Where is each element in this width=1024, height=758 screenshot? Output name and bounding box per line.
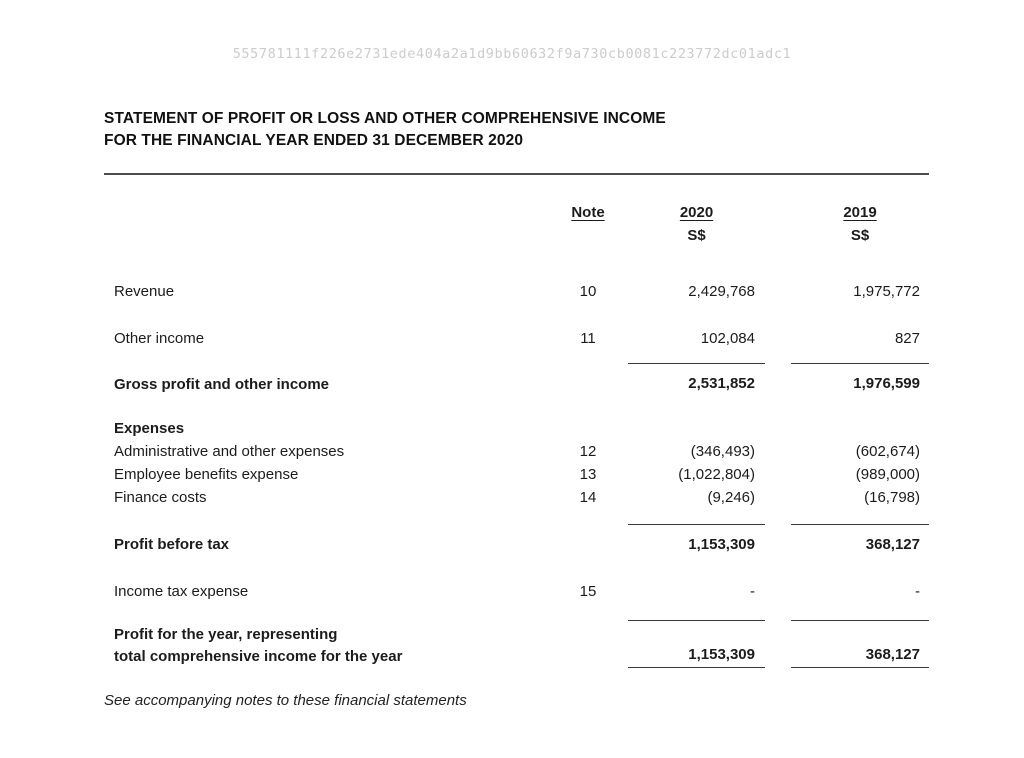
row-value-2019: 1,976,599 [791, 363, 929, 395]
row-value-2020: (1,022,804) [678, 465, 755, 483]
statement-title-line2: FOR THE FINANCIAL YEAR ENDED 31 DECEMBER 2020 [104, 132, 524, 149]
table-row-income-tax [104, 580, 929, 603]
row-value-2019: 368,127 [865, 646, 920, 663]
row-note: 13 [579, 465, 597, 483]
row-label: Profit before tax [114, 536, 230, 553]
row-label: Income tax expense [114, 583, 249, 600]
table-row-other-income [104, 327, 929, 350]
table-currency-row [104, 224, 929, 247]
table-row-gross-profit [104, 363, 929, 396]
row-value-2019: (602,674) [855, 442, 920, 460]
row-value-2019: 368,127 [791, 524, 929, 556]
table-row-employee-benefits [104, 463, 929, 486]
table-row-profit-before-tax [104, 524, 929, 557]
row-note [553, 524, 623, 534]
row-label: Employee benefits expense [114, 465, 299, 483]
row-note: 10 [579, 283, 597, 300]
row-label: Gross profit and other income [114, 375, 330, 393]
row-value-2019: 827 [894, 330, 920, 347]
header-rule [104, 173, 929, 175]
row-value-2020: 2,531,852 [628, 363, 765, 395]
row-note: 12 [579, 442, 597, 460]
row-label: Administrative and other expenses [114, 442, 345, 460]
row-label: Finance costs [114, 488, 207, 506]
row-note: 15 [579, 583, 597, 600]
row-label: Other income [114, 330, 205, 347]
statement-title-line1: STATEMENT OF PROFIT OR LOSS AND OTHER COMPREHENSIVE INCOME [104, 110, 666, 127]
statement-title [104, 108, 929, 152]
row-label [104, 620, 553, 668]
row-value-2020: 2,429,768 [688, 283, 755, 300]
section-label: Expenses [114, 419, 185, 437]
accompanying-notes-caption: See accompanying notes to these financial statements [104, 692, 467, 709]
row-note [553, 363, 623, 373]
document-hash-watermark: 555781111f226e2731ede404a2a1d9bb60632f9a730cb0081c223772dc01adc1 [232, 46, 792, 62]
row-value-2020: - [750, 583, 755, 600]
row-value-2019: (16,798) [864, 488, 920, 506]
row-value-2020: 102,084 [700, 330, 755, 347]
row-value-2019: - [915, 583, 920, 600]
table-section-expenses [104, 417, 929, 440]
row-value-2020: 1,153,309 [688, 646, 755, 663]
table-row-profit-for-year [104, 620, 929, 668]
row-note: 14 [579, 488, 597, 506]
currency-2020: S$ [687, 227, 706, 244]
table-row-admin-expenses [104, 440, 929, 463]
header-year-2020: 2020 [679, 204, 714, 221]
row-label-line2: total comprehensive income for the year [114, 648, 403, 665]
row-label: Revenue [114, 283, 175, 300]
row-value-2019: (989,000) [855, 465, 920, 483]
statement-content [104, 108, 929, 709]
row-value-2019: 1,975,772 [853, 283, 920, 300]
header-note: Note [571, 204, 605, 221]
currency-2019: S$ [850, 227, 870, 244]
table-row-finance-costs [104, 486, 929, 509]
table-row-revenue [104, 280, 929, 303]
row-value-2020: (346,493) [690, 442, 755, 460]
row-note: 11 [580, 330, 596, 347]
row-label-line1: Profit for the year, representing [114, 626, 338, 643]
table-header-row [104, 201, 929, 224]
header-year-2019: 2019 [843, 204, 877, 221]
row-value-2020: (9,246) [707, 488, 755, 506]
row-value-2020: 1,153,309 [628, 524, 765, 556]
